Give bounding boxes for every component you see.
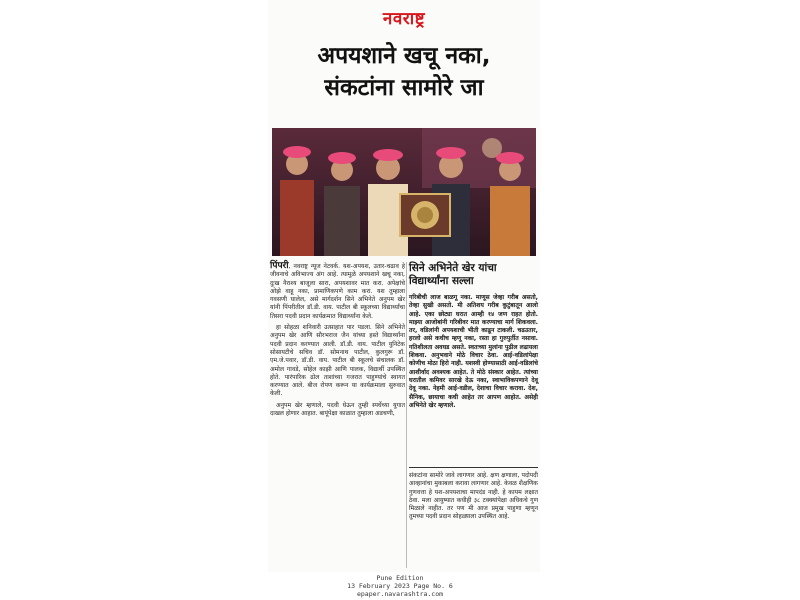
headline-line-2: संकटांना सामोरे जा xyxy=(324,75,484,101)
article-paragraph-1 xyxy=(270,262,405,321)
footer-edition: Pune Edition xyxy=(376,574,424,582)
column-rule xyxy=(406,262,407,568)
article-right-top xyxy=(409,294,538,410)
footer-date-page: 13 February 2023 Page No. 6 xyxy=(347,582,453,590)
newspaper-clipping xyxy=(268,0,540,572)
headline xyxy=(268,40,540,104)
article-right-bottom-text: संकटांना सामोरे जावे लागणार आहे. क्षण क्षणाला, पदोपदी आव्हानांचा मुकाबला करावा लागणार आहे. केवळ शैक्षणिक गुणवत्ता हे यश-अपयशाचा मापदंड नाही. हे कायम लक्षात ठेवा. मला आयुष्यात कधीही ३८ टक्क्यांपेक्षा अधिकचे गुण मिळाले नाहीत. तर पण मी आज प्रमुख पाहुणा म्हणून तुमच्या पदवी प्रदान सोहळ्याला उपस्थित आहे. xyxy=(409,472,538,521)
masthead-logo: नवराष्ट्र xyxy=(382,9,426,29)
section-divider xyxy=(409,467,538,468)
footer-url: epaper.navarashtra.com xyxy=(356,590,444,598)
page-footer xyxy=(0,574,800,598)
dateline: पिंपरी xyxy=(270,261,289,271)
article-paragraph-3: अनुपम खेर म्हणाले, पदवी घेऊन तुम्ही स्पर्धेच्या युगात दाखल होणार आहात. बापूंपेक्षा काळात तुम्हाला अडचणी, xyxy=(270,401,405,418)
article-paragraph-1-text: , नवराष्ट्र न्यूज नेटवर्क. यश-अपयश, उतार-चढाव हे जीवनाचे अविभाज्य अंग आहे. त्यामुळे अपयशाने खचू नका, दुःख नैराश्य बाजूला सारा, अपयशावर मात करा. अपेक्षांचे ओझे वाहू नका, प्रामाणिकपणे काम करा. यश तुम्हाला गवसणी घालेल, असे मार्गदर्शन सिने अभिनेते अनुपम खेर यांनी पिंपरीतील डॉ.डी. वाय. पाटील बी स्कूलच्या विद्यार्थ्यांचा तिसरा पदवी प्रदान कार्यक्रमात विद्यार्थ्यांना केले. xyxy=(270,263,405,320)
event-photo-illustration xyxy=(272,128,536,256)
article-right-bottom xyxy=(409,472,538,522)
article-right-top-text: गरिबीची लाज बाळगू नका. माणूस जेव्हा गरीब असतो, तेव्हा सुखी असतो. मी अतिशय गरीब कुटुंबातून आलो आहे. एका छोट्या घरात आम्ही १४ जण राहत होतो. माझ्या आजोबांनी गरिबीवर मात करण्याचा मार्ग शिकवला. तर, वडिलांनी अपयशाची भीती काढून टाकली. चढउतार, हरलो असे कधीच म्हणू नका, रस्ता हा गुरुपुर्तीत नसावा. गतिशीलता अवघड असते. स्वतःच्या मुलांना पुढील लढायला शिकवा. अनुभवाने मोठे विचार ठेवा. आई-वडिलांपेक्षा कोणीच मोठा हिरो नाही. यशस्वी होण्यासाठी आई-वडिलांचे आशीर्वाद अवश्यक आहेत. ते मोठे संस्कार आहेत. त्यांच्या घरातील कमिवर सारखे देऊ नका, स्वाभाविकपणाने देवू देवू नका. नेहमी आई-वडील, देशाचा विचार करावा. देश, सैनिक, छायाचा कधी आहेत तर आपण आहोत. असेही अभिनेते खेर म्हणाले. xyxy=(409,294,538,409)
subheadline xyxy=(409,262,539,288)
headline-line-1: अपयशाने खचू नका, xyxy=(317,43,491,69)
article-paragraph-2: हा सोहळा शनिवारी उत्साहात पार पडला. सिने अभिनेते अनुपम खेर आणि सौरभराज जैन यांच्या हस्ते विद्यार्थ्यांना पदवी प्रदान करण्यात आली. डॉ.डी. वाय. पाटील युनिटेक सोसायटीचे सचिव डॉ. सोमनाथ पाटील, कुलगुरू डॉ. एम.जे.पवार, डॉ.डी. वाय. पाटील बी स्कूलचे संचालक डॉ. अमोल गावडे, सोहेल काझी आणि पालक, विद्यार्थी उपस्थित होते. पारंपारिक ढोल ताशांच्या गजरात पाहुण्यांचे स्वागत करण्यात आले. बीज रोपण करून या कार्यक्रमाला सुरुवात केली. xyxy=(270,324,405,398)
article-left-column xyxy=(270,262,405,421)
subheadline-line-2: विद्यार्थ्यांना सल्ला xyxy=(409,275,474,287)
event-photo xyxy=(272,128,536,256)
subheadline-line-1: सिने अभिनेते खेर यांचा xyxy=(409,262,497,274)
